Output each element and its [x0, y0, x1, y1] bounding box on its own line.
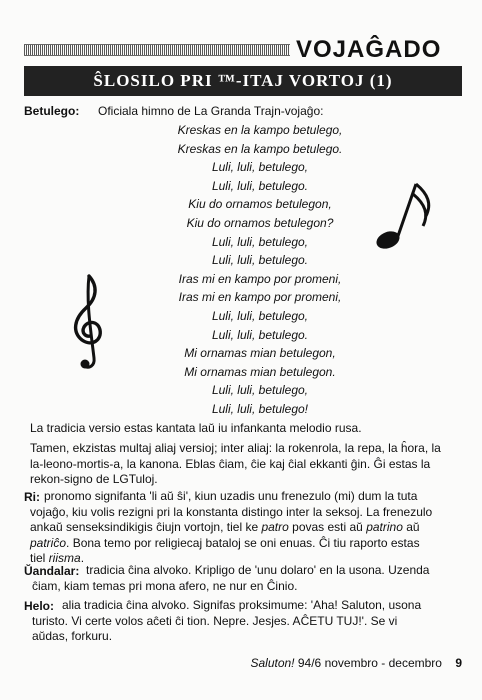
lyric-line: Iras mi en kampo por promeni, [178, 290, 342, 305]
lyric-line: Luli, luli, betulego. [211, 178, 309, 193]
text-line: Tamen, ekzistas multaj aliaj versioj; inter aliaj: la rokenrola, la repa, la ĥora, la [30, 441, 441, 455]
lyric-line: Kreskas en la kampo betulego. [177, 141, 343, 156]
magazine-name: Saluton! [250, 656, 295, 670]
page-number: 9 [455, 656, 462, 670]
text-line: tiel riisma. [30, 551, 85, 565]
text-line: pronomo signifanta 'li aŭ ŝi', kiun uzadis unu frenezulo (mi) dum la tuta [44, 489, 418, 503]
page-footer [200, 656, 462, 670]
text-line: vojaĝo, kiu volis rezigni pri la konstanta distingo inter la seksoj. La frenezulo [30, 504, 433, 519]
lyric-line: Iras mi en kampo por promeni, [178, 271, 342, 286]
lyric-line: Luli, luli, betulego. [211, 327, 309, 342]
issue-number: 94/6 [297, 656, 322, 670]
header-rule [24, 44, 290, 56]
lyric-line: Luli, luli, betulego! [211, 401, 309, 416]
anthem-lyrics [150, 121, 370, 419]
text-line: patriĉo. Bona temo por religiecaj bataloj se oni enuas. Ĉi tiu raporto estas [30, 535, 420, 550]
text-line: tradicia ĉina alvoko. Kripligo de 'unu dolaro' en la usona. Uzenda [86, 563, 430, 577]
lyric-line: Kiu do ornamos betulegon, [188, 197, 332, 212]
term-ri: Ri: [24, 490, 40, 504]
issue-months: novembro - decembro [324, 656, 442, 670]
music-note-icon [372, 176, 442, 256]
article-title-banner: ŜLOSILO PRI ™-ITAJ VORTOJ (1) [24, 66, 462, 96]
text-line: turisto. Vi certe volos aĉeti ĉi tion. Nepre. Jesjes. AĈETU TUJ!'. Se vi [32, 613, 398, 628]
section-title: VOJAĜADO [296, 36, 442, 63]
text-line: ankaŭ senseksindikigis ĉiujn vortojn, tiel ke patro povas esti aŭ patrino aŭ [30, 520, 420, 534]
text-line: alia tradicia ĉina alvoko. Signifas proksimume: 'Aha! Saluton, usona [62, 598, 422, 612]
term-uandalar: Ŭandalar: [24, 564, 80, 578]
betulego-intro: Oficiala himno de La Granda Trajn-vojaĝo: [98, 104, 324, 118]
term-betulego: Betulego: [24, 104, 80, 118]
ri-definition [30, 489, 464, 567]
betulego-para-2 [30, 441, 468, 488]
lyric-line: Kiu do ornamos betulegon? [186, 215, 334, 230]
betulego-para-1: La tradicia versio estas kantata laŭ iu infankanta melodio rusa. [30, 421, 362, 435]
treble-clef-icon [64, 272, 114, 372]
term-helo: Helo: [24, 599, 54, 613]
text-line: ĉiam, kiam temas pri mona afero, ne nur en Ĉinio. [32, 578, 298, 593]
text-line: rekon-signo de LGTuloj. [30, 472, 158, 486]
lyric-line: Mi ornamas mian betulegon. [184, 364, 336, 379]
text-line: la-leono-mortis-a, la kanona. Eblas ĉiam, ĉie kaj ĉial ekkanti ĝin. Ĝi estas la [30, 456, 431, 471]
lyric-line: Luli, luli, betulego, [211, 308, 309, 323]
lyric-line: Luli, luli, betulego, [211, 160, 309, 175]
lyric-line: Luli, luli, betulego, [211, 383, 309, 398]
lyric-line: Luli, luli, betulego, [211, 234, 309, 249]
text-line: aŭdas, forkuru. [32, 629, 113, 643]
lyric-line: Kreskas en la kampo betulego, [177, 123, 343, 137]
lyric-line: Mi ornamas mian betulegon, [184, 346, 336, 361]
lyric-line: Luli, luli, betulego. [211, 253, 309, 268]
